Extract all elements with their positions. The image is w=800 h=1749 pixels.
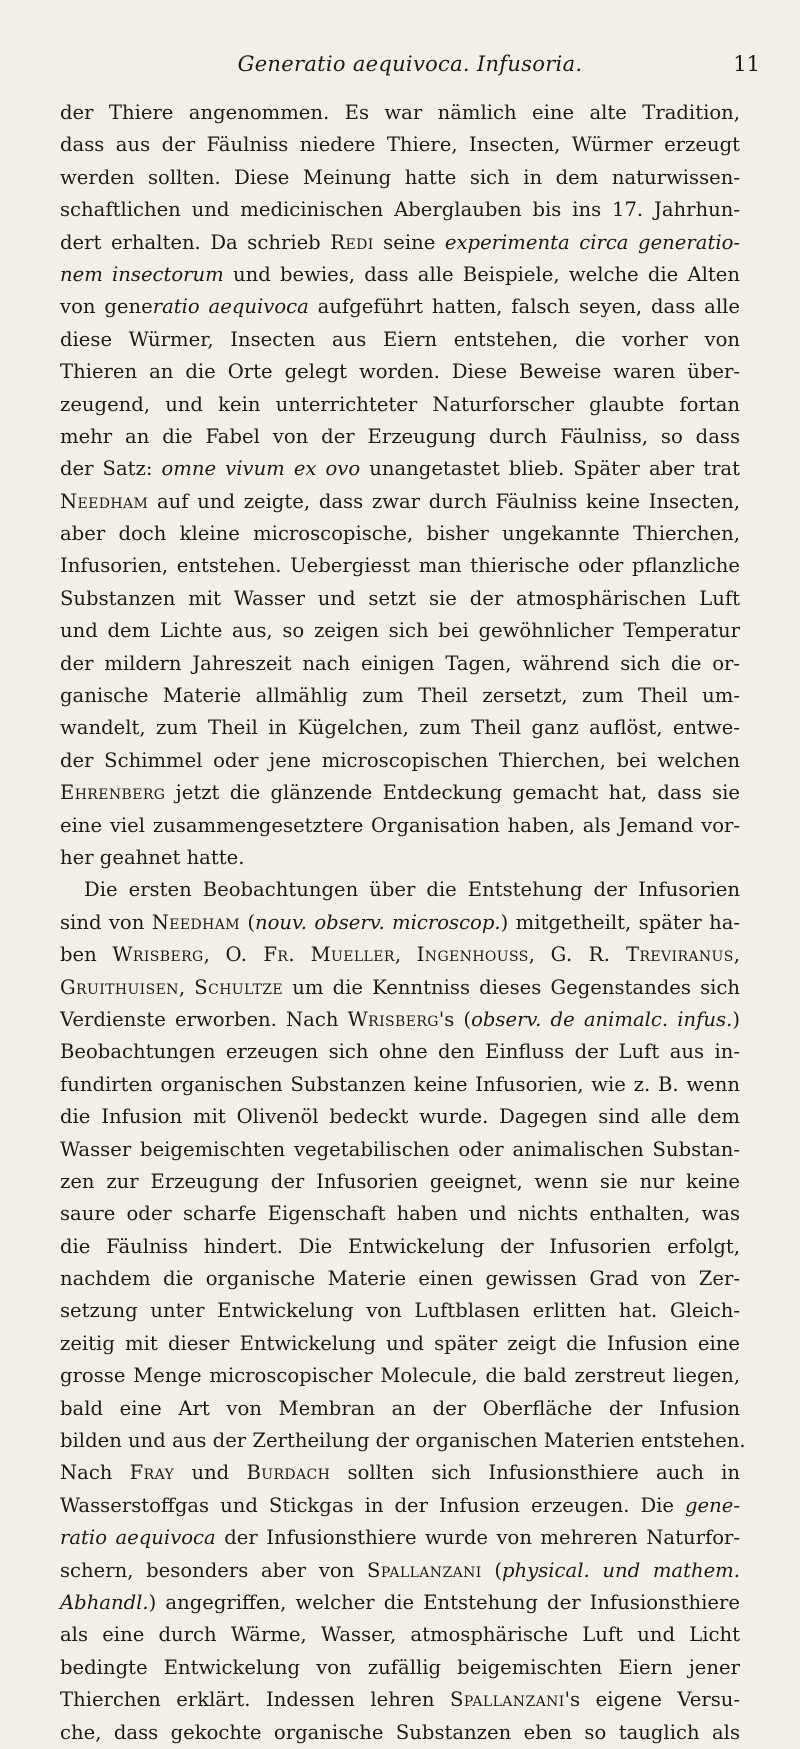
text-line: die Infusion mit Olivenöl bedeckt wurde. Dagegen sind alle dem: [60, 1105, 740, 1129]
text-line: der Schimmel oder jene microscopischen Thierchen, bei welchen: [60, 748, 740, 772]
text-line: schaftlichen und medicinischen Aberglauben bis ins 17. Jahrhun-: [60, 198, 740, 222]
text-line: Ehrenberg jetzt die glänzende Entdeckung gemacht hat, dass sie: [60, 781, 740, 805]
text-line: wandelt, zum Theil in Kügelchen, zum Theil ganz auflöst, entwe-: [60, 716, 740, 740]
text-line: her geahnet hatte.: [60, 845, 245, 869]
text-line: nachdem die organische Materie einen gewissen Grad von Zer-: [60, 1267, 740, 1291]
text-line: nem insectorum und bewies, dass alle Beispiele, welche die Alten: [60, 262, 740, 286]
text-line: Wasserstoffgas und Stickgas in der Infusion erzeugen. Die gene-: [60, 1493, 740, 1517]
text-line: der mildern Jahreszeit nach einigen Tagen, während sich die or-: [60, 651, 740, 675]
text-line: zen zur Erzeugung der Infusorien geeignet, wenn sie nur keine: [60, 1169, 740, 1193]
text-line: grosse Menge microscopischer Molecule, die bald zerstreut liegen,: [60, 1364, 740, 1388]
text-line: bald eine Art von Membran an der Oberfläche der Infusion: [60, 1396, 740, 1420]
text-line: schern, besonders aber von Spallanzani (physical. und mathem.: [60, 1558, 740, 1582]
text-line: Wasser beigemischten vegetabilischen oder animalischen Substan-: [60, 1137, 740, 1161]
text-line: setzung unter Entwickelung von Luftblasen erlitten hat. Gleich-: [60, 1299, 740, 1323]
text-line: Thieren an die Orte gelegt worden. Diese Beweise waren über-: [60, 360, 740, 384]
text-line: der Thiere angenommen. Es war nämlich eine alte Tradition,: [60, 101, 740, 124]
text-line: Beobachtungen erzeugen sich ohne den Einfluss der Luft aus in-: [60, 1040, 740, 1064]
running-title: Generatio aequivoca. Infusoria.: [237, 52, 583, 76]
text-line: dert erhalten. Da schrieb Redi seine experimenta circa generatio-: [60, 230, 741, 254]
text-line: als eine durch Wärme, Wasser, atmosphärische Luft und Licht: [60, 1623, 740, 1647]
text-line: Needham auf und zeigte, dass zwar durch Fäulniss keine Insecten,: [60, 489, 740, 513]
text-line: che, dass gekochte organische Substanzen eben so tauglich als: [60, 1720, 740, 1744]
text-line: die Fäulniss hindert. Die Entwickelung der Infusorien erfolgt,: [60, 1234, 740, 1258]
text-line: Die ersten Beobachtungen über die Entstehung der Infusorien: [84, 878, 740, 902]
text-line: mehr an die Fabel von der Erzeugung durch Fäulniss, so dass: [60, 424, 740, 448]
text-line: ratio aequivoca der Infusionsthiere wurde von mehreren Naturfor-: [60, 1526, 740, 1550]
text-line: ben Wrisberg, O. Fr. Mueller, Ingenhouss, G. R. Treviranus,: [60, 943, 740, 967]
text-line: bilden und aus der Zertheilung der organischen Materien entstehen.: [60, 1429, 746, 1453]
text-line: fundirten organischen Substanzen keine Infusorien, wie z. B. wenn: [60, 1072, 740, 1096]
text-line: von generatio aequivoca aufgeführt hatten, falsch seyen, dass alle: [60, 295, 740, 319]
text-line: werden sollten. Diese Meinung hatte sich in dem naturwissen-: [60, 165, 740, 189]
text-line: Verdienste erworben. Nach Wrisberg's (observ. de animalc. infus.): [60, 1007, 740, 1031]
page-number: 11: [733, 52, 760, 76]
text-line: aber doch kleine microscopische, bisher ungekannte Thierchen,: [60, 522, 740, 546]
text-line: ganische Materie allmählig zum Theil zersetzt, zum Theil um-: [60, 684, 740, 708]
text-line: saure oder scharfe Eigenschaft haben und nichts enthalten, was: [60, 1202, 740, 1226]
body-text: [60, 97, 746, 1749]
running-header: [60, 52, 760, 86]
text-line: Thierchen erklärt. Indessen lehren Spallanzani's eigene Versu-: [60, 1688, 740, 1712]
text-line: dass aus der Fäulniss niedere Thiere, Insecten, Würmer erzeugt: [60, 133, 740, 157]
text-line: Nach Fray und Burdach sollten sich Infusionsthiere auch in: [60, 1461, 740, 1485]
text-line: zeitig mit dieser Entwickelung und später zeigt die Infusion eine: [60, 1331, 740, 1355]
text-line: der Satz: omne vivum ex ovo unangetastet blieb. Später aber trat: [60, 457, 740, 481]
text-line: sind von Needham (nouv. observ. microscop.) mitgetheilt, später ha-: [60, 910, 740, 934]
text-line: eine viel zusammengesetztere Organisation haben, als Jemand vor-: [60, 813, 740, 837]
text-line: Substanzen mit Wasser und setzt sie der atmosphärischen Luft: [60, 586, 740, 610]
text-line: zeugend, und kein unterrichteter Naturforscher glaubte fortan: [60, 392, 740, 416]
text-line: Abhandl.) angegriffen, welcher die Entstehung der Infusionsthiere: [60, 1590, 740, 1614]
text-line: Gruithuisen, Schultze um die Kenntniss dieses Gegenstandes sich: [60, 975, 740, 999]
text-line: diese Würmer, Insecten aus Eiern entstehen, die vorher von: [60, 327, 740, 351]
text-line: bedingte Entwickelung von zufällig beigemischten Eiern jener: [60, 1655, 740, 1679]
text-line: und dem Lichte aus, so zeigen sich bei gewöhnlicher Temperatur: [60, 619, 740, 643]
text-line: Infusorien, entstehen. Uebergiesst man thierische oder pflanzliche: [60, 554, 740, 578]
